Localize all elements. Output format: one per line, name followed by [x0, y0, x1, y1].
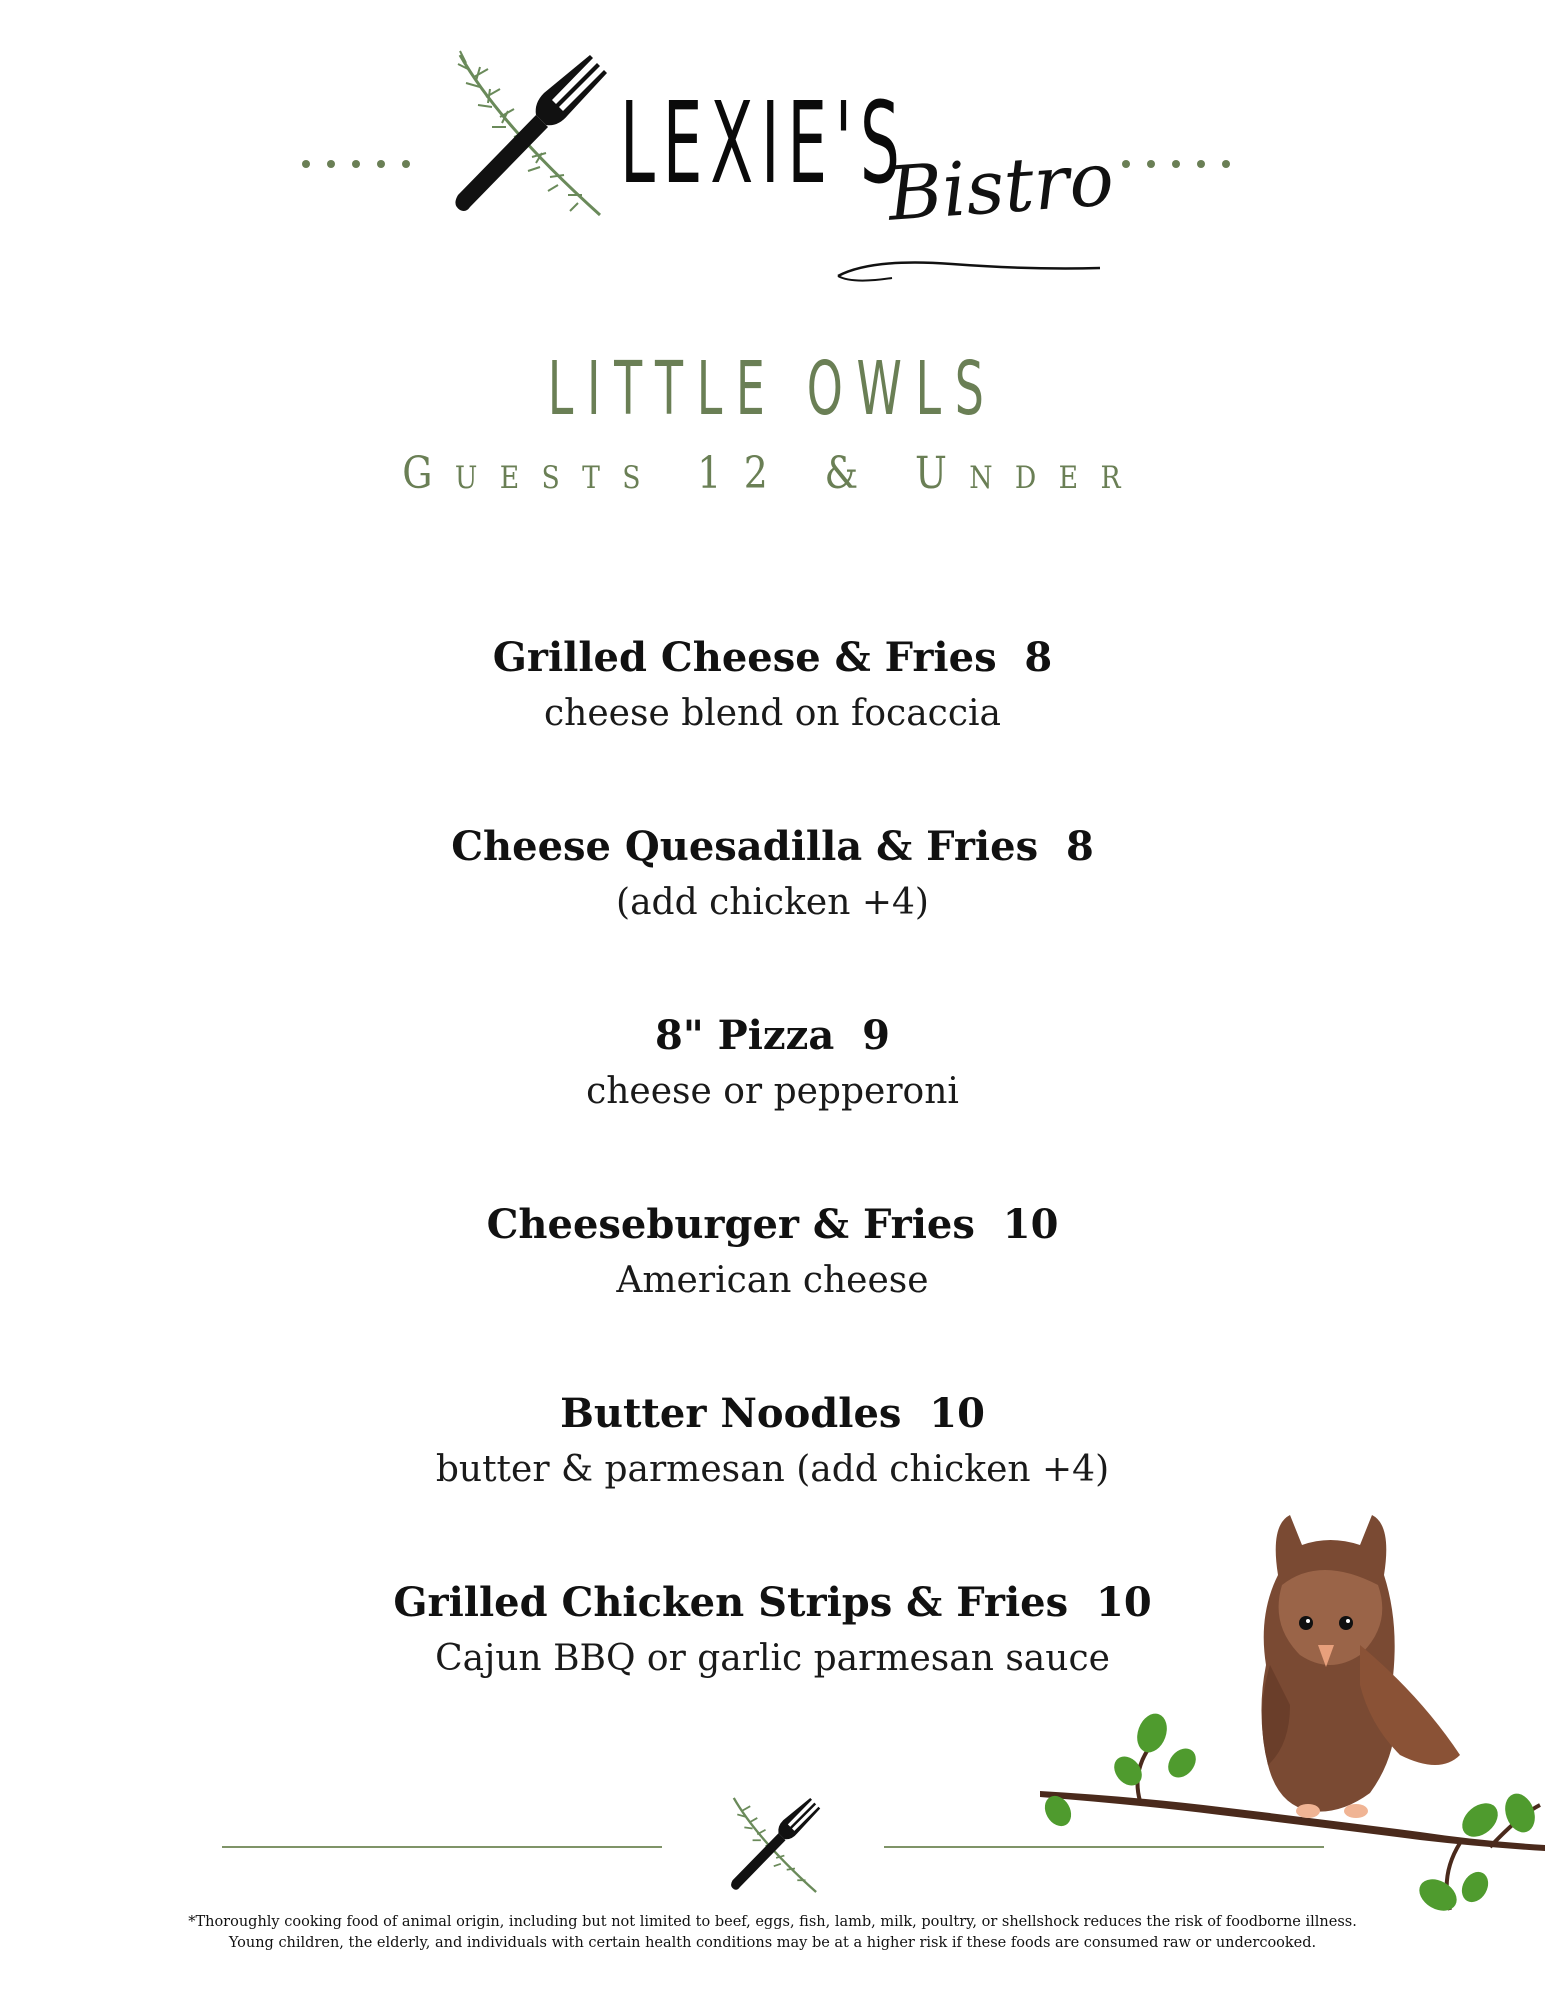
- menu-item-description: American cheese: [616, 1260, 929, 1301]
- menu-item-name: Grilled Cheese & Fries 8: [492, 634, 1053, 681]
- footer-rule-left: [222, 1846, 662, 1848]
- section-subtitle-text: Guests 12 & Under: [402, 448, 1143, 499]
- footer-rule-right: [884, 1846, 1324, 1848]
- brand-name: LEXIE'S: [620, 79, 908, 209]
- menu-item-description: cheese blend on focaccia: [544, 693, 1001, 734]
- menu-item-description: cheese or pepperoni: [586, 1071, 959, 1112]
- decorative-dots-left: [302, 160, 410, 168]
- section-subtitle: [0, 448, 1545, 499]
- menu-item-name: 8" Pizza 9: [655, 1012, 890, 1059]
- disclaimer-line-1: *Thoroughly cooking food of animal origin, including but not limited to beef, eggs, fish, lamb, milk, poultry, or shellshock reduces the risk of foodborne illness.: [188, 1914, 1357, 1930]
- logo: [0, 0, 1545, 300]
- menu-item-name: Grilled Chicken Strips & Fries 10: [393, 1579, 1152, 1626]
- section-title-text: LITTLE OWLS: [547, 346, 998, 432]
- fork-icon: [440, 45, 610, 225]
- menu-item: [0, 628, 1545, 817]
- script-underline: [832, 256, 1112, 286]
- menu-item-description: (add chicken +4): [616, 882, 929, 923]
- menu-item-name: Cheese Quesadilla & Fries 8: [451, 823, 1094, 870]
- footer-fork-icon: [722, 1790, 822, 1900]
- disclaimer-line-2: Young children, the elderly, and individuals with certain health conditions may be at a higher risk if these foods are consumed raw or undercooked.: [228, 1935, 1317, 1951]
- food-safety-disclaimer: [0, 1912, 1545, 1954]
- decorative-dots-right: [1122, 160, 1230, 168]
- menu-item: [0, 1006, 1545, 1195]
- section-title: [0, 346, 1545, 432]
- brand-script: Bistro: [885, 136, 1117, 238]
- menu-item: [0, 1195, 1545, 1384]
- menu-item: [0, 817, 1545, 1006]
- menu-item-description: Cajun BBQ or garlic parmesan sauce: [435, 1638, 1110, 1679]
- owl-illustration: [1020, 1515, 1545, 1935]
- menu-item-name: Cheeseburger & Fries 10: [486, 1201, 1059, 1248]
- owl-body: [1261, 1515, 1460, 1818]
- menu-item-name: Butter Noodles 10: [560, 1390, 985, 1437]
- menu-item-description: butter & parmesan (add chicken +4): [435, 1449, 1110, 1490]
